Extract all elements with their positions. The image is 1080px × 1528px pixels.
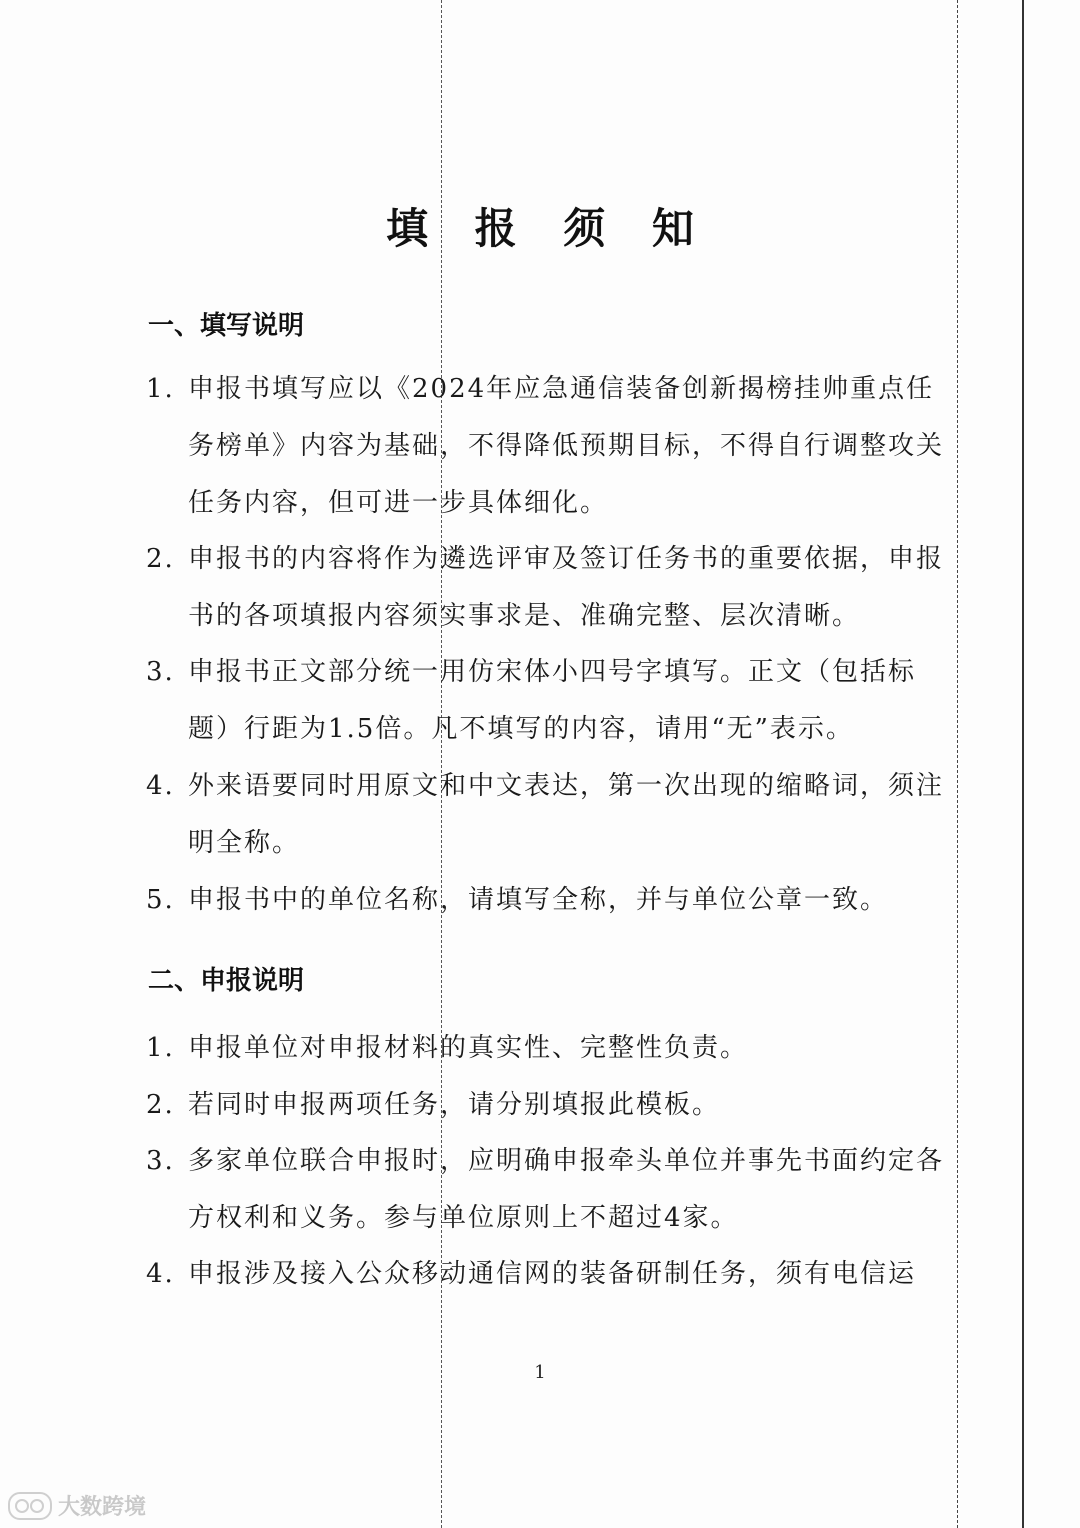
list-item-number: 1. (146, 1033, 175, 1063)
list-item-number: 4. (146, 771, 175, 801)
list-item (146, 1020, 946, 1077)
list-item (146, 1133, 946, 1247)
watermark-text: 大数跨境 (58, 1495, 147, 1520)
list-item-number: 2. (146, 544, 175, 574)
list-item-text: 申报单位对申报材料的真实性、完整性负责。 (188, 1033, 749, 1063)
list-item-text: 申报书中的单位名称，请填写全称，并与单位公章一致。 (188, 885, 889, 915)
page-number: 1 (534, 1362, 546, 1383)
list-item-text: 申报书的内容将作为遴选评审及签订任务书的重要依据，申报书的各项填报内容须实事求是、准确完整、层次清晰。 (188, 544, 945, 631)
list-item-text: 申报涉及接入公众移动通信网的装备研制任务，须有电信运 (188, 1259, 917, 1289)
list-item-number: 2. (146, 1090, 175, 1120)
list-item (146, 872, 946, 929)
list-item-text: 申报书填写应以《2024年应急通信装备创新揭榜挂帅重点任务榜单》内容为基础，不得降低预期目标，不得自行调整攻关任务内容，但可进一步具体细化。 (188, 374, 945, 518)
list-item-number: 4. (146, 1259, 175, 1289)
list-item (146, 758, 946, 872)
section-heading-submission-instructions: 二、申报说明 (148, 966, 305, 996)
watermark-logo-icon (8, 1492, 52, 1520)
section-heading-fill-instructions: 一、填写说明 (148, 311, 305, 341)
list-item (146, 644, 946, 758)
list-item-text: 申报书正文部分统一用仿宋体小四号字填写。正文（包括标题）行距为1.5倍。凡不填写的内容，请用“无”表示。 (188, 657, 917, 744)
list-item (146, 1246, 946, 1303)
list-item-text: 若同时申报两项任务，请分别填报此模板。 (188, 1090, 721, 1120)
list-item-number: 5. (146, 885, 175, 915)
watermark (8, 1490, 146, 1521)
list-item-text: 多家单位联合申报时，应明确申报牵头单位并事先书面约定各方权利和义务。参与单位原则上不超过4家。 (188, 1146, 945, 1233)
list-item (146, 361, 946, 532)
list-item (146, 1077, 946, 1134)
list-item-number: 3. (146, 1146, 175, 1176)
list-item (146, 531, 946, 645)
document-title: 填 报 须 知 (386, 204, 710, 253)
list-item-text: 外来语要同时用原文和中文表达，第一次出现的缩略词，须注明全称。 (188, 771, 945, 858)
list-item-number: 3. (146, 657, 175, 687)
list-item-number: 1. (146, 374, 175, 404)
